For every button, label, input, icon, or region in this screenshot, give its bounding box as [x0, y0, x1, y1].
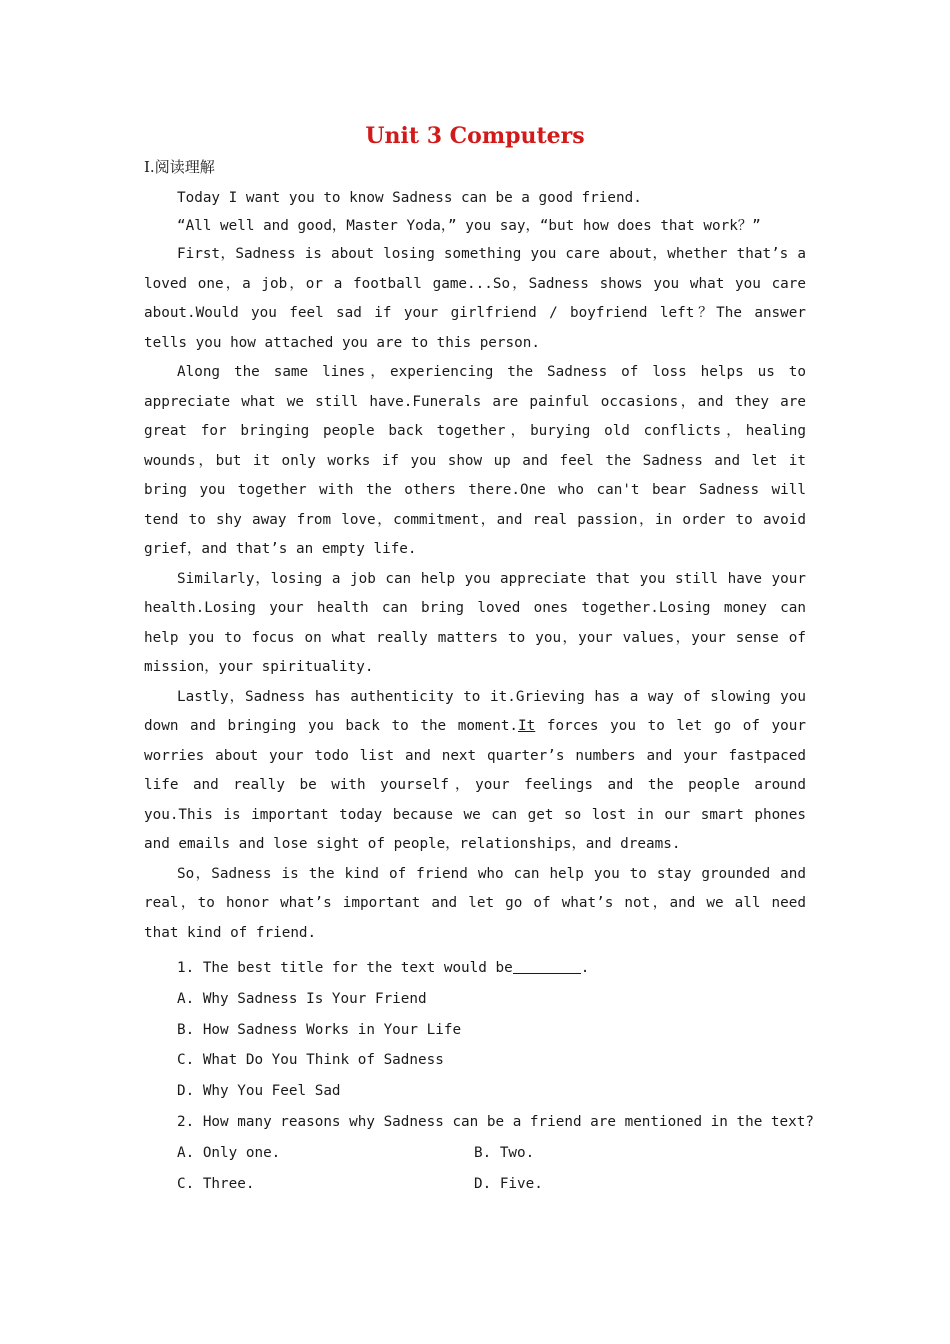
passage-paragraph-2: “All well and good，Master Yoda，” you say，“but how does that work？” — [177, 218, 761, 234]
paragraph-6-start: Lastly，Sadness has authenticity to it.Grieving has a way of slowing you down and bringing you back to the moment. — [144, 688, 806, 734]
unit-title: Unit 3 Computers — [365, 123, 585, 149]
question-2-stem: 2. How many reasons why Sadness can be a friend are mentioned in the text? — [177, 1113, 814, 1130]
paragraph-6-end: forces you to let go of your worries about your todo list and next quarter’s numbers and your fastpaced life and really be with yourself，your feelings and the people around you.This is important today because we can get so lost in our smart phones and emails and lose sight of people，relationships，and dreams. — [144, 718, 806, 852]
passage-paragraph-7: So，Sadness is the kind of friend who can help you to stay grounded and real，to honor what’s important and let go of what’s not，and we all need that kind of friend. — [144, 865, 806, 941]
passage-paragraph-3: First，Sadness is about losing something you care about，whether that’s a loved one，a job，or a football game...So，Sadness shows you what you care about.Would you feel sad if your girlfriend / boyfriend left？The answer tells you how attached you are to this person. — [144, 246, 806, 351]
passage-paragraph-6 — [144, 683, 806, 860]
question-2-option-b: B. Two. — [474, 1144, 535, 1161]
question-1-stem — [144, 953, 806, 984]
question-1-option-a: A. Why Sadness Is Your Friend — [177, 990, 427, 1007]
question-1-option-c: C. What Do You Think of Sadness — [177, 1052, 444, 1069]
section-heading: I.阅读理解 — [144, 158, 215, 176]
question-1-option-b: B. How Sadness Works in Your Life — [177, 1021, 462, 1038]
question-2-option-c: C. Three. — [177, 1175, 255, 1192]
question-1-option-d: D. Why You Feel Sad — [177, 1083, 341, 1100]
question-2-option-d: D. Five. — [474, 1175, 543, 1192]
passage-paragraph-1: Today I want you to know Sadness can be a good friend. — [177, 190, 642, 206]
passage-paragraph-5: Similarly，losing a job can help you appreciate that you still have your health.Losing your health can bring loved ones together.Losing money can help you to focus on what really matters to you，your values，your sense of mission，your spirituality. — [144, 570, 806, 675]
question-2-option-a: A. Only one. — [177, 1144, 281, 1161]
underlined-word-it: It — [518, 718, 536, 734]
question-1-text: 1. The best title for the text would be — [177, 960, 513, 976]
question-2-options-row-1 — [144, 1138, 806, 1169]
passage-paragraph-4: Along the same lines，experiencing the Sadness of loss helps us to appreciate what we still have.Funerals are painful occasions，and they are great for bringing people back together，burying old conflicts，healing wounds，but it only works if you show up and feel the Sadness and let it bring you together with the others there.One who can't bear Sadness will tend to shy away from love，commitment，and real passion，in order to avoid grief，and that’s an empty life. — [144, 364, 806, 557]
question-2-options-row-2 — [144, 1169, 806, 1200]
answer-blank — [513, 959, 581, 974]
passage — [144, 184, 806, 948]
question-1-end: . — [580, 960, 590, 976]
questions — [144, 953, 814, 1199]
